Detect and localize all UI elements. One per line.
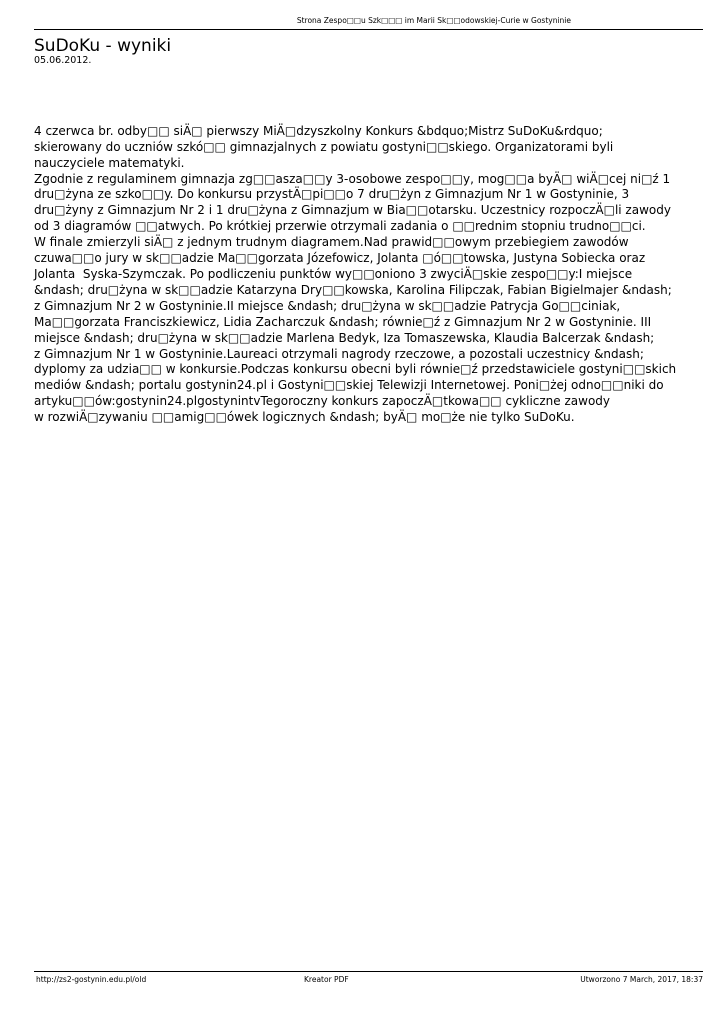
article-title: SuDoKu - wyniki xyxy=(34,36,172,56)
page-header xyxy=(34,14,703,30)
article-date: 05.06.2012. xyxy=(34,55,92,66)
article-paragraph: Zgodnie z regulaminem gimnazja zg□□asza□□y 3-osobowe zespo□□y, mog□□a byÄ□ wiÄ□cej ni□ź 1 dru□żyna ze szko□□y. Do konkursu przystÄ□pi□□o 7 dru□żyn z Gimnazjum Nr 1 w Gostyninie, 3 dru□żyny z Gimnazjum Nr 2 i 1 dru□żyna z Gimnazjum w Bia□□otarsku. Uczestnicy rozpoczÄ□li zawody od 3 diagramów □□atwych. Po krótkiej przerwie otrzymali zadania o □□rednim stopniu trudno□□ci. W finale zmierzyli siÄ□ z jednym trudnym diagramem.Nad prawid□□owym przebiegiem zawodów czuwa□□o jury w sk□□adzie Ma□□gorzata Józefowicz, Jolanta □ó□□towska, Justyna Sobiecka oraz Jolanta Syska-Szymczak. Po podliczeniu punktów wy□□oniono 3 zwyciÄ□skie zespo□□y:I miejsce &ndash; dru□żyna w sk□□adzie Katarzyna Dry□□kowska, Karolina Filipczak, Fabian Bigielmajer &ndash; z Gimnazjum Nr 2 w Gostyninie.II miejsce &ndash; dru□żyna w sk□□adzie Patrycja Go□□ciniak, Ma□□gorzata Franciszkiewicz, Lidia Zacharczuk &ndash; równie□ź z Gimnazjum Nr 2 w Gostyninie. III miejsce &ndash; dru□żyna w sk□□adzie Marlena Bedyk, Iza Tomaszewska, Klaudia Balcerzak &ndash; z Gimnazjum Nr 1 w Gostyninie.Laureaci otrzymali nagrody rzeczowe, a pozostali uczestnicy &ndash; dyplomy za udzia□□ w konkursie.Podczas konkursu obecni byli równie□ź przedstawiciele gostyni□□skich mediów &ndash; portalu gostynin24.pl i Gostyni□□skiej Telewizji Internetowej. Poni□żej odno□□niki do artyku□□ów:gostynin24.plgostynintvTegoroczny konkurs zapoczÄ□tkowa□□ cykliczne zawody w rozwiÄ□zywaniu □□amig□□ówek logicznych &ndash; byÄ□ mo□że nie tylko SuDoKu. xyxy=(34,171,677,425)
footer-created: Utworzono 7 March, 2017, 18:37 xyxy=(580,975,703,984)
article-body xyxy=(34,92,709,442)
page-footer xyxy=(34,971,703,985)
site-title: Strona Zespo□□u Szk□□□ im Marii Sk□□odowskiej-Curie w Gostyninie xyxy=(296,16,571,25)
footer-url: http://zs2-gostynin.edu.pl/old xyxy=(36,975,147,984)
footer-generator: Kreator PDF xyxy=(304,975,349,984)
article-paragraph: 4 czerwca br. odby□□ siÄ□ pierwszy MiÄ□dzyszkolny Konkurs &bdquo;Mistrz SuDoKu&rdquo; skierowany do uczniów szkó□□ gimnazjalnych z powiatu gostyni□□skiego. Organizatorami byli nauczyciele matematyki. xyxy=(34,123,614,170)
